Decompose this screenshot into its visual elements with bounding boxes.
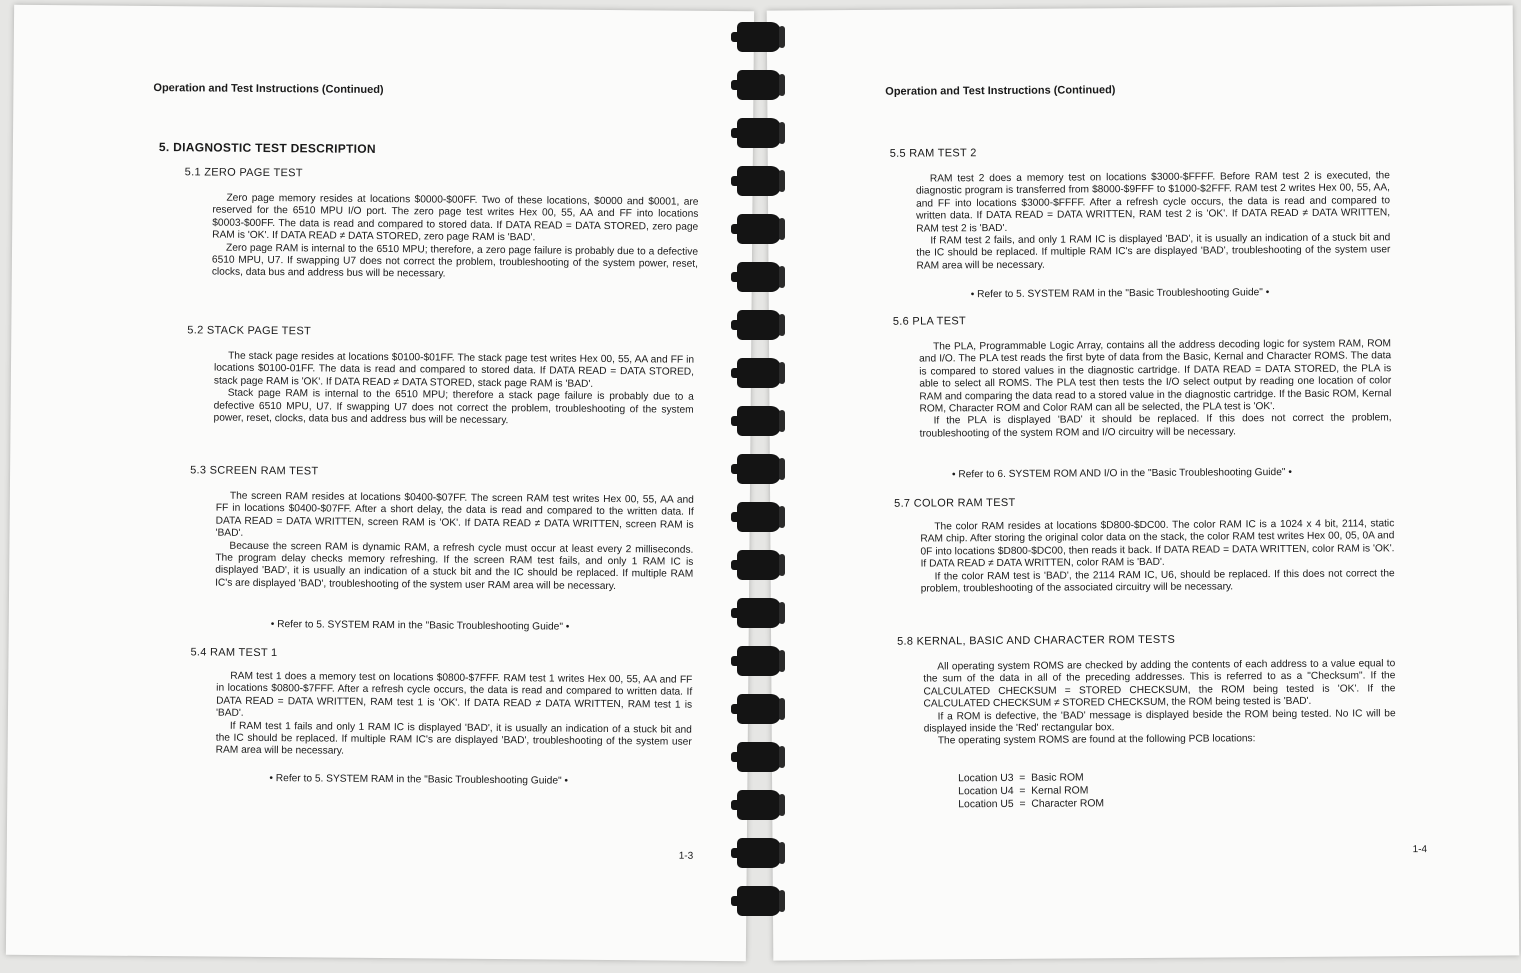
paragraph: The color RAM resides at locations $D800-$DC00. The color RAM IC is a 1024 x 4 bit, 2114, static RAM chip. After storing the original color data on the stack, the color RAM test writes Hex 00, 05, 0A and 0F into locations $D800-$DC00, then reads it back. If DATA READ = DATA WRITTEN, color RAM is 'OK'. If DATA READ ≠ DATA WRITTEN, color RAM is 'BAD'. (920, 518, 1395, 570)
binding-ring (737, 70, 781, 100)
body-ram-test-1 (216, 671, 693, 762)
paragraph: The operating system ROMS are found at the following PCB locations: (937, 733, 1256, 747)
body-color-ram-test (920, 518, 1395, 596)
binding-ring (737, 886, 781, 916)
binding-ring (737, 262, 781, 292)
paragraph: If RAM test 1 fails and only 1 RAM IC is displayed 'BAD', it is usually an indication of a stuck bit and the IC should be replaced. If multiple RAM IC's are displayed 'BAD', troubleshooting of the system user RAM area will be necessary. (215, 720, 692, 758)
binding-ring (737, 406, 781, 436)
binding-ring (737, 358, 781, 388)
binding-ring (737, 598, 781, 628)
paragraph: If a ROM is defective, the 'BAD' message is displayed beside the ROM being tested. No IC will be displayed inside the 'Red' rectangular box. (923, 707, 1396, 735)
paragraph: If the PLA is displayed 'BAD' it should be replaced. If this does not correct the problem, troubleshooting of the system ROM and I/O circuitry will be necessary. (919, 412, 1392, 440)
reference-note: • Refer to 5. SYSTEM RAM in the "Basic Troubleshooting Guide" • (269, 773, 569, 787)
paragraph: RAM test 2 does a memory test on locations $3000-$FFFF. Before RAM test 2 is executed, the diagnostic program is transferred from $8000-$9FFF to $1000-$2FFF. RAM test 2 writes Hex 00, 55, AA, and FF into locations $3000-$FFFF. After a refresh cycle occurs, the data is read and compared to written data. If DATA READ = DATA WRITTEN, RAM test 2 is 'OK'. If DATA READ ≠ DATA WRITTEN, RAM test 2 is 'BAD'. (915, 170, 1391, 235)
heading-ram-test-1: 5.4 RAM TEST 1 (190, 646, 278, 660)
list-item: Location U4 = Kernal ROM (958, 785, 1089, 798)
binding-ring (737, 742, 781, 772)
left-page (6, 5, 754, 961)
binding-ring (737, 790, 781, 820)
running-head: Operation and Test Instructions (Continued) (885, 84, 1116, 98)
binding-ring (737, 310, 781, 340)
paragraph: Zero page memory resides at locations $0000-$00FF. Two of these locations, $0000 and $0001, are reserved for the 6510 MPU I/O port. The zero page test writes Hex 00, 55, AA and FF into locations $0003-$00FF. The data is read and compared to stored data. If DATA READ = DATA STORED, zero page RAM is 'OK'. If DATA READ ≠ DATA STORED, zero page RAM is 'BAD'. (212, 192, 699, 244)
paragraph: All operating system ROMS are checked by adding the contents of each address to a value equal to the sum of the data in all of the preceding addresses. This is referred to as a "Checksum". If the CALCULATED CHECKSUM = STORED CHECKSUM, the ROM being tested is 'OK'. If the CALCULATED CHECKSUM ≠ STORED CHECKSUM, the ROM being tested is 'BAD'. (923, 658, 1396, 710)
heading-screen-ram-test: 5.3 SCREEN RAM TEST (190, 464, 319, 478)
body-screen-ram-test (215, 491, 694, 594)
paragraph: Stack page RAM is internal to the 6510 MPU; therefore a stack page failure is probably due to a defective 6510 MPU, U7. If swapping U7 does not correct the problem, troubleshooting of the system power, reset, clocks, data bus and address bus will be necessary. (213, 387, 694, 427)
reference-note: • Refer to 6. SYSTEM ROM AND I/O in the "Basic Troubleshooting Guide" • (951, 466, 1292, 481)
page-number: 1-4 (1412, 844, 1428, 856)
right-page (767, 5, 1520, 960)
body-ram-test-2 (916, 170, 1391, 273)
body-zero-page-test (212, 193, 699, 284)
reference-note: • Refer to 5. SYSTEM RAM in the "Basic Troubleshooting Guide" • (270, 619, 570, 633)
running-head: Operation and Test Instructions (Continued) (153, 82, 384, 97)
paragraph: If RAM test 2 fails, and only 1 RAM IC is displayed 'BAD', it is usually an indication of a stuck bit and the IC should be replaced. If multiple RAM IC's are displayed 'BAD', troubleshooting of the system user RAM area will be necessary. (916, 232, 1391, 272)
binding-ring (737, 166, 781, 196)
rom-location-list (958, 772, 1104, 811)
spiral-binding (737, 22, 785, 952)
heading-zero-page-test: 5.1 ZERO PAGE TEST (184, 166, 303, 180)
paragraph: RAM test 1 does a memory test on locations $0800-$7FFF. RAM test 1 writes Hex 00, 55, AA and FF in locations $0800-$7FFF. After a refresh cycle occurs, the data is read and compared to written data. If DATA READ = DATA WRITTEN, RAM test 1 is 'OK'. If DATA READ ≠ DATA WRITTEN, RAM test 1 is 'BAD'. (215, 670, 693, 720)
list-item: Location U5 = Character ROM (958, 797, 1105, 810)
body-stack-page-test (213, 351, 694, 430)
binding-ring (737, 646, 781, 676)
binding-ring (737, 502, 781, 532)
binding-ring (737, 118, 781, 148)
paragraph: The screen RAM resides at locations $0400-$07FF. The screen RAM test writes Hex 00, 55, AA and FF in locations $0400-$07FF. After a short delay, the data is read and compared to the written data. If DATA READ = DATA WRITTEN, screen RAM is 'OK'. If DATA READ ≠ DATA WRITTEN, screen RAM is 'BAD'. (215, 490, 694, 540)
body-pla-test (919, 338, 1392, 441)
section-title: 5. DIAGNOSTIC TEST DESCRIPTION (158, 140, 377, 156)
binding-ring (737, 838, 781, 868)
heading-rom-tests: 5.8 KERNAL, BASIC AND CHARACTER ROM TESTS (897, 633, 1176, 648)
binding-ring (737, 214, 781, 244)
paragraph: Zero page RAM is internal to the 6510 MPU; therefore, a zero page failure is probably due to a defective 6510 MPU, U7. If swapping U7 does not correct the problem, troubleshooting of the system power, reset, clocks, data bus and address bus will be necessary. (211, 242, 699, 281)
paragraph: The PLA, Programmable Logic Array, contains all the address decoding logic for system RAM, ROM and I/O. The PLA test reads the first byte of data from the Basic, Kernal and Character ROMS. The data is compared to stored values in the diagnostic cartridge. If DATA READ = DATA STORED, the PLA is able to select all ROMS. The PLA test then tests the I/O select output by reading one location of color RAM and comparing the data read to a stored value in the diagnostic cartridge. If the Basic ROM, Kernal ROM, Character ROM and Color RAM can all be selected, the PLA test is 'OK'. (919, 338, 1392, 415)
heading-ram-test-2: 5.5 RAM TEST 2 (889, 147, 977, 160)
heading-color-ram-test: 5.7 COLOR RAM TEST (894, 496, 1016, 510)
binding-ring (737, 22, 781, 52)
binding-ring (737, 454, 781, 484)
list-item: Location U3 = Basic ROM (958, 772, 1084, 785)
paragraph: The stack page resides at locations $0100-$01FF. The stack page test writes Hex 00, 55, AA and FF in locations $0100-01FF. The data is read and compared to stored data. If DATA READ = DATA STORED, stack page RAM is 'OK'. If DATA READ ≠ DATA STORED, stack page RAM is 'BAD'. (213, 350, 695, 390)
reference-note: • Refer to 5. SYSTEM RAM in the "Basic Troubleshooting Guide" • (970, 287, 1270, 301)
body-rom-tests (923, 658, 1396, 748)
paragraph: Because the screen RAM is dynamic RAM, a refresh cycle must occur at least every 2 milliseconds. The program delay checks memory refreshing. If the screen RAM test fails, and only 1 RAM IC is displayed 'BAD', it is usually an indication of a stuck bit and the IC should be replaced. If multiple RAM IC's are displayed 'BAD', troubleshooting of the system user RAM area will be necessary. (215, 540, 694, 592)
heading-stack-page-test: 5.2 STACK PAGE TEST (187, 324, 312, 338)
binding-ring (737, 694, 781, 724)
binding-ring (737, 550, 781, 580)
paragraph: If the color RAM test is 'BAD', the 2114 RAM IC, U6, should be replaced. If this does not correct the problem, troubleshooting of the associated circuitry will be necessary. (920, 567, 1395, 595)
page-number: 1-3 (678, 850, 694, 862)
heading-pla-test: 5.6 PLA TEST (892, 315, 967, 328)
